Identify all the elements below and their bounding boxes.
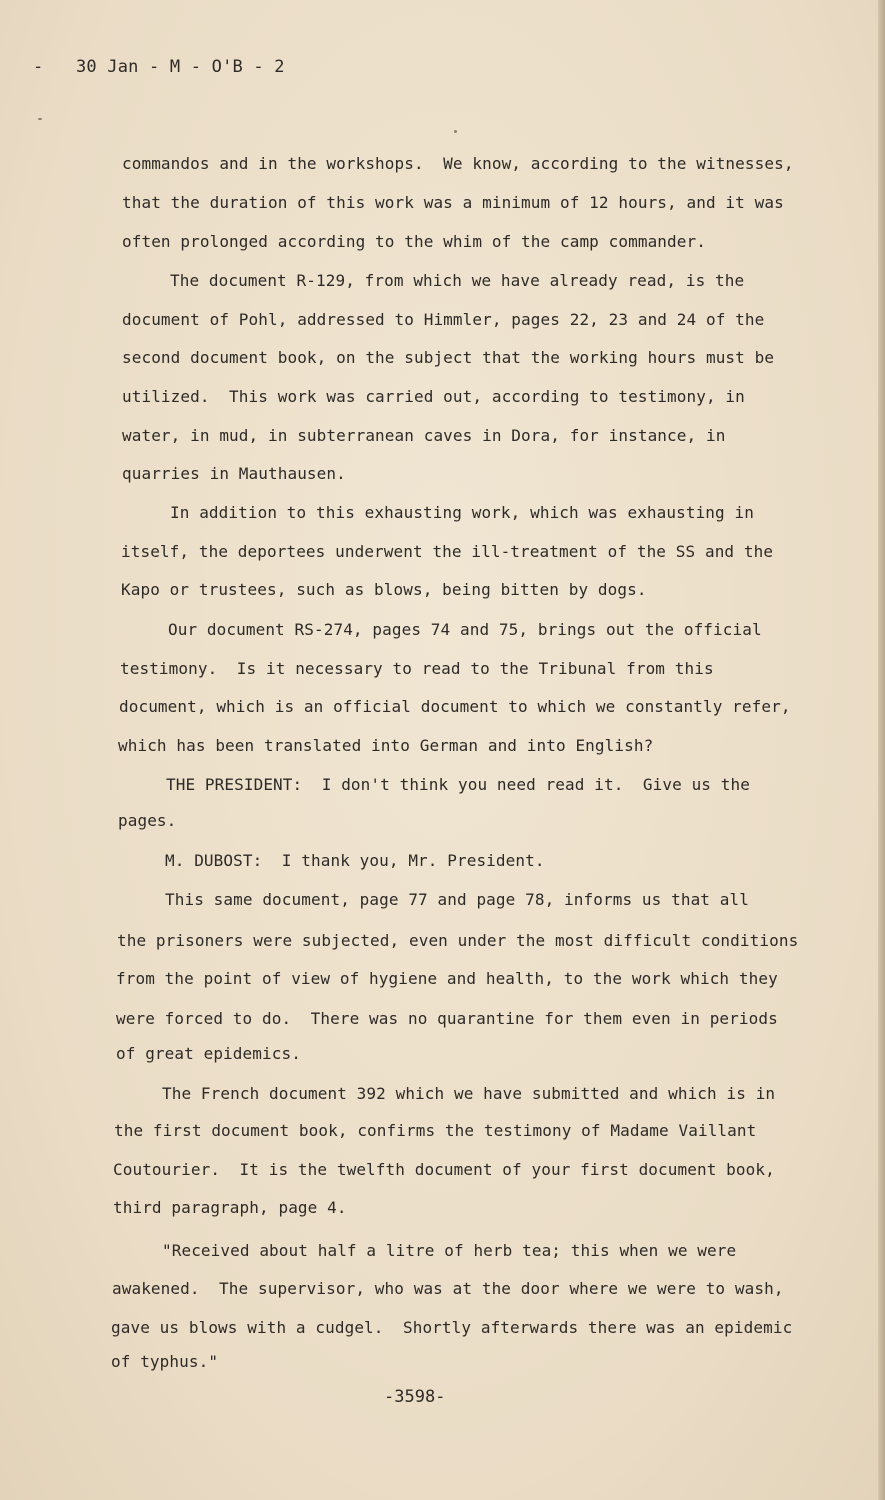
text-line: gave us blows with a cudgel. Shortly afterwards there was an epidemic [111, 1318, 793, 1337]
text-line: that the duration of this work was a minimum of 12 hours, and it was [122, 193, 784, 212]
text-line: the first document book, confirms the testimony of Madame Vaillant [114, 1121, 757, 1140]
text-line: the prisoners were subjected, even under the most difficult conditions [117, 931, 799, 950]
text-line: Kapo or trustees, such as blows, being bitten by dogs. [121, 580, 647, 599]
text-line: itself, the deportees underwent the ill-treatment of the SS and the [121, 542, 774, 561]
text-line: THE PRESIDENT: I don't think you need read it. Give us the [166, 775, 750, 794]
text-line: document of Pohl, addressed to Himmler, pages 22, 23 and 24 of the [122, 310, 765, 329]
text-line: from the point of view of hygiene and health, to the work which they [116, 969, 778, 988]
text-line: M. DUBOST: I thank you, Mr. President. [165, 851, 545, 870]
text-line: of great epidemics. [116, 1044, 301, 1063]
paper-speck [38, 118, 42, 120]
text-line: which has been translated into German and into English? [118, 736, 654, 755]
text-line: of typhus." [111, 1352, 219, 1371]
text-line: commandos and in the workshops. We know, according to the witnesses, [122, 154, 794, 173]
text-line: This same document, page 77 and page 78, informs us that all [165, 890, 749, 909]
text-line: testimony. Is it necessary to read to the Tribunal from this [120, 659, 714, 678]
paper-speck [454, 130, 457, 133]
margin-mark: - [33, 57, 44, 77]
text-line: In addition to this exhausting work, which was exhausting in [170, 503, 754, 522]
text-line: quarries in Mauthausen. [122, 464, 346, 483]
text-line: were forced to do. There was no quarantine for them even in periods [116, 1009, 778, 1028]
text-line: pages. [118, 811, 177, 830]
text-line: often prolonged according to the whim of the camp commander. [122, 232, 706, 251]
text-line: second document book, on the subject that the working hours must be [122, 348, 775, 367]
text-line: utilized. This work was carried out, according to testimony, in [122, 387, 745, 406]
text-line: Coutourier. It is the twelfth document of your first document book, [113, 1160, 775, 1179]
text-line: The French document 392 which we have submitted and which is in [162, 1084, 776, 1103]
text-line: awakened. The supervisor, who was at the door where we were to wash, [112, 1279, 784, 1298]
page-header: 30 Jan - M - O'B - 2 [76, 57, 285, 77]
text-line: Our document RS-274, pages 74 and 75, brings out the official [168, 620, 762, 639]
page-number: -3598- [384, 1387, 446, 1407]
text-line: The document R-129, from which we have already read, is the [170, 271, 745, 290]
text-line: "Received about half a litre of herb tea; this when we were [162, 1241, 737, 1260]
text-line: document, which is an official document to which we constantly refer, [119, 697, 791, 716]
text-line: third paragraph, page 4. [113, 1198, 347, 1217]
page-edge [878, 0, 885, 1500]
text-line: water, in mud, in subterranean caves in Dora, for instance, in [122, 426, 726, 445]
